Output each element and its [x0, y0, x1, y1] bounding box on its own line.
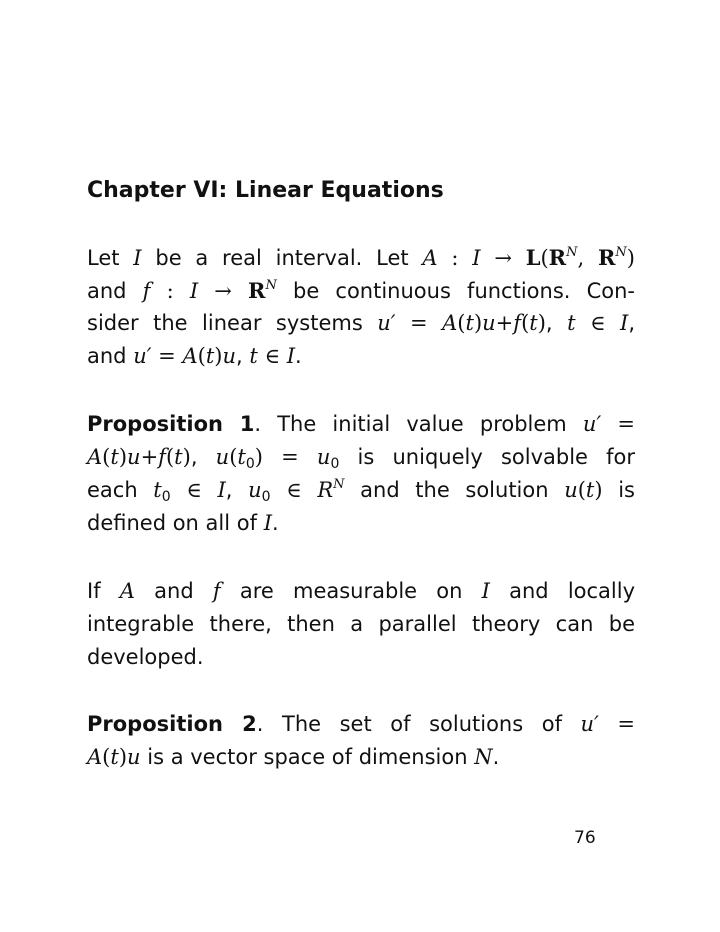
proposition-1-line-2: A(t)u+f(t), $u(t_0) = u_0$ is uniquely solvable for	[87, 445, 635, 472]
proposition-1-line-4: defined on all of I.	[87, 511, 279, 535]
intro-line-1: Let I be a real interval. Let A : $I \to L(R^N$, $R^N$)	[87, 245, 635, 270]
proposition-1-line-1: Proposition 1. The initial value problem u′ =	[87, 412, 635, 436]
intro-line-2: and f : $I \to R^N$ be continuous functions. Con-	[87, 278, 635, 303]
proposition-1-label: Proposition 1	[87, 412, 255, 436]
page-number: 76	[574, 828, 596, 848]
proposition-2-label: Proposition 2	[87, 712, 257, 736]
remark-line-2: integrable there, then a parallel theory can be	[87, 612, 635, 636]
remark-line-1: If A and f are measurable on I and locally	[87, 579, 636, 603]
proposition-2-line-2: A(t)u is a vector space of dimension N.	[87, 745, 500, 769]
intro-line-3: sider the linear systems u′ = A(t)u+f(t), t ∈ I,	[87, 311, 635, 335]
intro-line-4: and u′ = A(t)u, t ∈ I.	[87, 344, 302, 368]
proposition-2-line-1: Proposition 2. The set of solutions of u′ =	[87, 712, 635, 736]
remark-line-3: developed.	[87, 645, 204, 669]
proposition-1-line-3: each $t_0$ ∈ I, $u_0$ ∈ $R^N$ and the solution u(t) is	[87, 477, 635, 505]
chapter-title: Chapter VI: Linear Equations	[87, 178, 444, 203]
